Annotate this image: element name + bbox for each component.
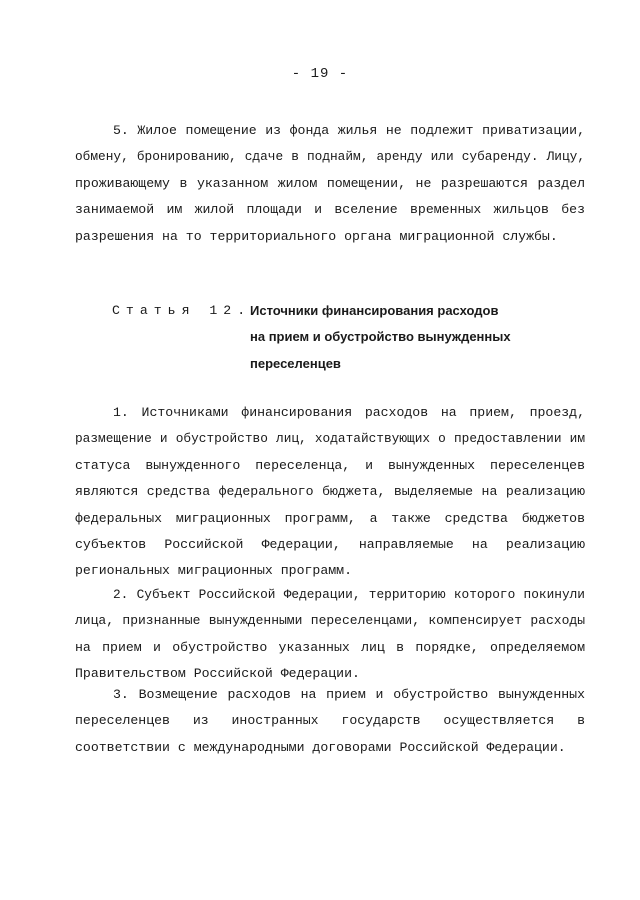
text-line: статуса вынужденного переселенца, и вынужденных переселенцев xyxy=(75,457,585,473)
text-line: лица, признанные вынужденными переселенцами, компенсирует расходы xyxy=(75,613,585,629)
text-line: 2. Субъект Российской Федерации, территорию которого покинули xyxy=(113,587,585,602)
text-line: на прием и обустройство указанных лиц в порядке, определяемом xyxy=(75,639,585,655)
article-paragraph-2 xyxy=(75,582,585,688)
text-line: обмену, бронированию, сдаче в поднайм, аренду или субаренду. Лицу, xyxy=(75,149,585,165)
article-label: Статья 12. xyxy=(112,303,252,318)
text-line: переселенцев из иностранных государств осуществляется в xyxy=(75,713,585,729)
article-title-line: переселенцев xyxy=(250,355,341,371)
text-line: соответствии с международными договорами Российской Федерации. xyxy=(75,739,566,755)
text-line: разрешения на то территориального органа миграционной службы. xyxy=(75,228,558,244)
text-line: занимаемой им жилой площади и вселение временных жильцов без xyxy=(75,202,585,218)
article-title-line: на прием и обустройство вынужденных xyxy=(250,329,511,345)
text-line: 1. Источниками финансирования расходов на прием, проезд, xyxy=(113,405,585,420)
text-line: 3. Возмещение расходов на прием и обустройство вынужденных xyxy=(113,687,585,702)
article-paragraph-3 xyxy=(75,682,585,761)
text-line: проживающему в указанном жилом помещении, не разрешаются раздел xyxy=(75,175,585,191)
text-line: Правительством Российской Федерации. xyxy=(75,666,360,682)
article-paragraph-1 xyxy=(75,400,585,585)
text-line: федеральных миграционных программ, а также средства бюджетов xyxy=(75,510,585,526)
text-line: являются средства федерального бюджета, выделяемые на реализацию xyxy=(75,484,585,500)
article-title-line: Источники финансирования расходов xyxy=(250,303,499,318)
text-line: размещение и обустройство лиц, ходатайствующих о предоставлении им xyxy=(75,431,585,447)
paragraph-5 xyxy=(75,118,585,250)
page-number: - 19 - xyxy=(291,66,349,82)
article-title xyxy=(250,298,590,377)
text-line: региональных миграционных программ. xyxy=(75,563,352,579)
text-line: 5. Жилое помещение из фонда жилья не подлежит приватизации, xyxy=(113,123,585,138)
text-line: субъектов Российской Федерации, направляемые на реализацию xyxy=(75,537,585,553)
